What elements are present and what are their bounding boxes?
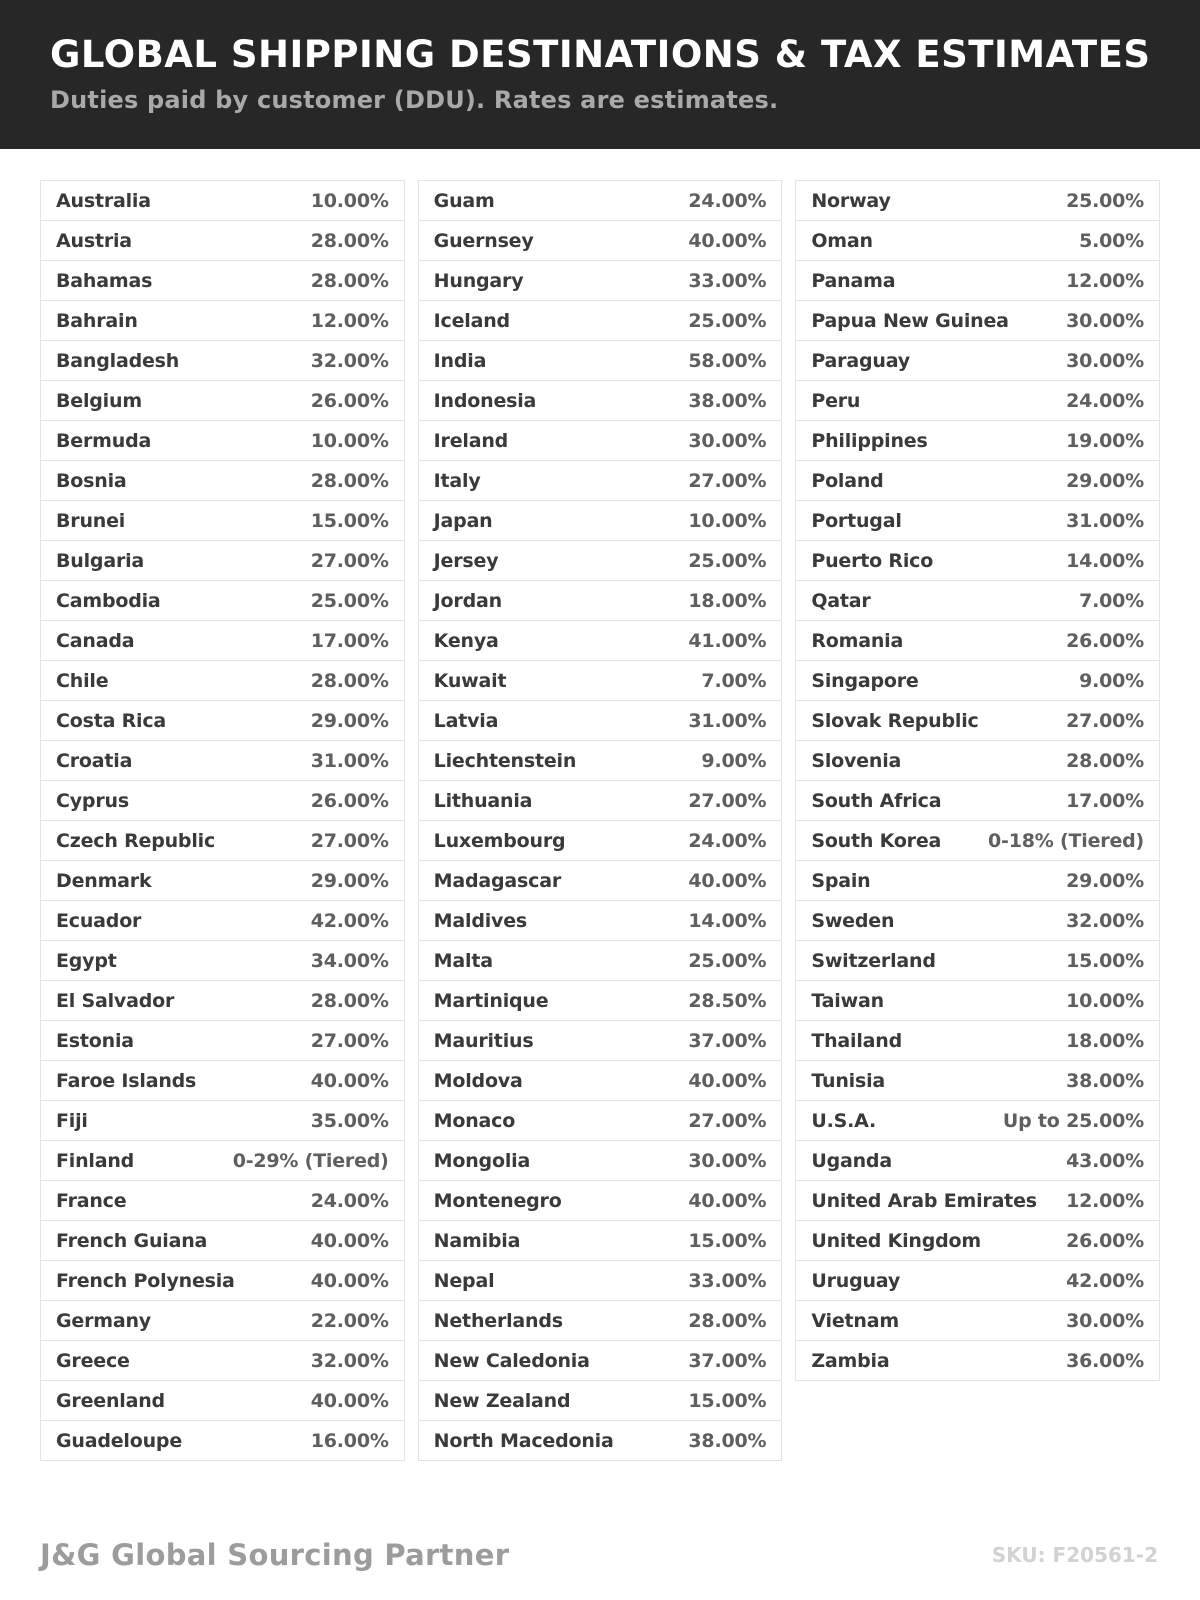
tax-rate: 26.00% (1066, 629, 1145, 652)
table-row (419, 381, 782, 421)
country-name: Malta (433, 949, 493, 972)
country-name: Romania (811, 629, 904, 652)
table-row (41, 981, 404, 1021)
table-row (41, 1421, 404, 1461)
country-name: Liechtenstein (433, 749, 577, 772)
tax-rate: 7.00% (701, 669, 767, 692)
country-name: Finland (56, 1149, 135, 1172)
table-row (419, 1181, 782, 1221)
tax-rate: 41.00% (688, 629, 767, 652)
table-row (796, 541, 1159, 581)
table-row (419, 341, 782, 381)
country-name: Greenland (56, 1389, 165, 1412)
country-name: New Zealand (433, 1389, 571, 1412)
country-name: Lithuania (433, 789, 533, 812)
country-name: Kenya (433, 629, 499, 652)
country-name: South Korea (811, 829, 942, 852)
country-name: French Guiana (56, 1229, 208, 1252)
table-row (419, 1021, 782, 1061)
country-name: Tunisia (811, 1069, 886, 1092)
tax-rate: 19.00% (1066, 429, 1145, 452)
table-row (41, 861, 404, 901)
tax-rate: 32.00% (310, 349, 389, 372)
tax-rate: 27.00% (688, 789, 767, 812)
tax-rate: 15.00% (688, 1229, 767, 1252)
table-row (419, 461, 782, 501)
rate-table (40, 180, 1160, 1461)
tax-rate: 7.00% (1079, 589, 1145, 612)
country-name: Guam (433, 189, 495, 212)
country-name: Jersey (433, 549, 499, 572)
table-row (419, 581, 782, 621)
rate-table-column-3 (795, 180, 1160, 1381)
table-row (419, 1221, 782, 1261)
table-row (796, 821, 1159, 861)
country-name: Moldova (433, 1069, 523, 1092)
tax-rate: 9.00% (1079, 669, 1145, 692)
table-row (419, 541, 782, 581)
table-row (41, 341, 404, 381)
tax-rate: 26.00% (1066, 1229, 1145, 1252)
table-row (41, 501, 404, 541)
country-name: Mongolia (433, 1149, 531, 1172)
table-row (41, 1061, 404, 1101)
tax-rate: 27.00% (310, 549, 389, 572)
tax-rate: 38.00% (688, 1429, 767, 1452)
tax-rate: 35.00% (310, 1109, 389, 1132)
tax-rate: 29.00% (1066, 869, 1145, 892)
table-row (419, 301, 782, 341)
tax-rate: 33.00% (688, 269, 767, 292)
country-name: Puerto Rico (811, 549, 934, 572)
table-row (41, 1261, 404, 1301)
table-row (419, 261, 782, 301)
table-row (796, 901, 1159, 941)
country-name: Austria (56, 229, 132, 252)
tax-rate: 12.00% (310, 309, 389, 332)
tax-rate: 12.00% (1066, 1189, 1145, 1212)
table-row (41, 301, 404, 341)
country-name: Taiwan (811, 989, 884, 1012)
table-row (796, 501, 1159, 541)
table-row (41, 221, 404, 261)
tax-rate: 24.00% (1066, 389, 1145, 412)
table-row (41, 901, 404, 941)
tax-rate: 40.00% (310, 1389, 389, 1412)
table-row (796, 1101, 1159, 1141)
country-name: Costa Rica (56, 709, 167, 732)
tax-rate: 25.00% (688, 309, 767, 332)
country-name: Ireland (433, 429, 509, 452)
tax-rate: 42.00% (1066, 1269, 1145, 1292)
country-name: Sweden (811, 909, 895, 932)
tax-rate: 25.00% (310, 589, 389, 612)
tax-rate: 30.00% (1066, 349, 1145, 372)
tax-rate: 27.00% (688, 1109, 767, 1132)
table-row (41, 941, 404, 981)
table-row (796, 1141, 1159, 1181)
country-name: Luxembourg (433, 829, 566, 852)
tax-rate: 26.00% (310, 389, 389, 412)
tax-rate: 10.00% (310, 189, 389, 212)
tax-rate: 18.00% (1066, 1029, 1145, 1052)
tax-rate: 15.00% (688, 1389, 767, 1412)
table-row (796, 1181, 1159, 1221)
country-name: North Macedonia (433, 1429, 614, 1452)
country-name: Paraguay (811, 349, 910, 372)
table-row (41, 1221, 404, 1261)
country-name: Hungary (433, 269, 524, 292)
table-row (419, 1261, 782, 1301)
country-name: United Arab Emirates (811, 1189, 1037, 1212)
tax-rate: 40.00% (688, 229, 767, 252)
country-name: Panama (811, 269, 896, 292)
country-name: Bahamas (56, 269, 153, 292)
country-name: Uruguay (811, 1269, 901, 1292)
table-row (41, 461, 404, 501)
country-name: India (433, 349, 487, 372)
country-name: Maldives (433, 909, 528, 932)
tax-rate: 0-29% (Tiered) (232, 1149, 389, 1172)
tax-rate: 28.00% (1066, 749, 1145, 772)
country-name: Martinique (433, 989, 549, 1012)
brand-name: J&G Global Sourcing Partner (40, 1538, 510, 1572)
country-name: Monaco (433, 1109, 516, 1132)
tax-rate: 22.00% (310, 1309, 389, 1332)
table-row (796, 341, 1159, 381)
country-name: Bahrain (56, 309, 138, 332)
table-row (419, 501, 782, 541)
table-row (41, 421, 404, 461)
tax-rate: 31.00% (310, 749, 389, 772)
tax-rate: 15.00% (310, 509, 389, 532)
tax-rate: 0-18% (Tiered) (988, 829, 1145, 852)
tax-rate: 5.00% (1079, 229, 1145, 252)
table-row (419, 981, 782, 1021)
country-name: Portugal (811, 509, 902, 532)
country-name: Vietnam (811, 1309, 899, 1332)
table-row (796, 1061, 1159, 1101)
table-row (419, 701, 782, 741)
table-row (41, 1381, 404, 1421)
table-row (796, 941, 1159, 981)
country-name: Madagascar (433, 869, 562, 892)
country-name: El Salvador (56, 989, 175, 1012)
tax-rate: 32.00% (310, 1349, 389, 1372)
country-name: Cyprus (56, 789, 129, 812)
table-row (796, 1301, 1159, 1341)
tax-rate: 9.00% (701, 749, 767, 772)
table-row (419, 1061, 782, 1101)
country-name: French Polynesia (56, 1269, 235, 1292)
tax-rate: 40.00% (688, 1069, 767, 1092)
country-name: Canada (56, 629, 135, 652)
tax-rate: 17.00% (1066, 789, 1145, 812)
tax-rate: 38.00% (1066, 1069, 1145, 1092)
tax-rate: 28.00% (310, 269, 389, 292)
table-row (419, 941, 782, 981)
tax-rate: 29.00% (310, 709, 389, 732)
country-name: New Caledonia (433, 1349, 590, 1372)
tax-rate: 31.00% (1066, 509, 1145, 532)
country-name: Thailand (811, 1029, 903, 1052)
table-row (41, 581, 404, 621)
table-row (419, 821, 782, 861)
table-row (41, 1181, 404, 1221)
table-row (41, 181, 404, 221)
country-name: Ecuador (56, 909, 142, 932)
tax-rate: 28.50% (688, 989, 767, 1012)
country-name: Guernsey (433, 229, 534, 252)
country-name: Zambia (811, 1349, 890, 1372)
tax-rate: 28.00% (310, 469, 389, 492)
table-row (796, 701, 1159, 741)
tax-rate: 37.00% (688, 1349, 767, 1372)
table-row (796, 1221, 1159, 1261)
table-row (41, 381, 404, 421)
table-row (419, 861, 782, 901)
table-row (419, 1141, 782, 1181)
tax-rate: 30.00% (1066, 1309, 1145, 1332)
table-row (796, 261, 1159, 301)
tax-rate: 14.00% (1066, 549, 1145, 572)
country-name: Croatia (56, 749, 133, 772)
tax-rate: 24.00% (310, 1189, 389, 1212)
sku-label: SKU: F20561-2 (991, 1543, 1158, 1567)
country-name: South Africa (811, 789, 942, 812)
table-row (41, 1301, 404, 1341)
table-row (419, 221, 782, 261)
table-row (796, 1341, 1159, 1381)
country-name: Netherlands (433, 1309, 563, 1332)
country-name: Nepal (433, 1269, 495, 1292)
country-name: France (56, 1189, 127, 1212)
table-row (796, 221, 1159, 261)
tax-rate: 25.00% (688, 949, 767, 972)
tax-rate: 36.00% (1066, 1349, 1145, 1372)
tax-rate: 31.00% (688, 709, 767, 732)
tax-rate: 32.00% (1066, 909, 1145, 932)
tax-rate: 10.00% (310, 429, 389, 452)
table-row (419, 1341, 782, 1381)
footer (0, 1538, 1200, 1572)
tax-rate: 43.00% (1066, 1149, 1145, 1172)
tax-rate: 14.00% (688, 909, 767, 932)
country-name: Bangladesh (56, 349, 180, 372)
tax-rate: 30.00% (688, 429, 767, 452)
country-name: Germany (56, 1309, 151, 1332)
country-name: Switzerland (811, 949, 936, 972)
header-banner (0, 0, 1200, 149)
tax-rate: 29.00% (1066, 469, 1145, 492)
table-row (796, 661, 1159, 701)
country-name: United Kingdom (811, 1229, 982, 1252)
table-row (419, 1101, 782, 1141)
country-name: Bosnia (56, 469, 127, 492)
country-name: Uganda (811, 1149, 892, 1172)
table-row (796, 301, 1159, 341)
country-name: Greece (56, 1349, 130, 1372)
tax-rate: 28.00% (688, 1309, 767, 1332)
table-row (796, 1261, 1159, 1301)
country-name: Bulgaria (56, 549, 145, 572)
tax-rate: 33.00% (688, 1269, 767, 1292)
table-row (419, 781, 782, 821)
tax-rate: 28.00% (310, 229, 389, 252)
country-name: Kuwait (433, 669, 507, 692)
tax-rate: 12.00% (1066, 269, 1145, 292)
table-row (41, 1141, 404, 1181)
country-name: Jordan (433, 589, 502, 612)
table-row (796, 421, 1159, 461)
table-row (796, 981, 1159, 1021)
country-name: Latvia (433, 709, 499, 732)
tax-rate: 28.00% (310, 989, 389, 1012)
country-name: Czech Republic (56, 829, 216, 852)
table-row (419, 741, 782, 781)
tax-rate: 26.00% (310, 789, 389, 812)
rate-table-column-1 (40, 180, 405, 1461)
table-row (796, 621, 1159, 661)
tax-rate: 40.00% (310, 1269, 389, 1292)
country-name: Slovenia (811, 749, 902, 772)
country-name: Slovak Republic (811, 709, 979, 732)
rate-table-column-2 (418, 180, 783, 1461)
table-row (419, 901, 782, 941)
country-name: Cambodia (56, 589, 161, 612)
country-name: Indonesia (433, 389, 537, 412)
table-row (796, 381, 1159, 421)
page-subtitle: Duties paid by customer (DDU). Rates are estimates. (50, 85, 779, 114)
table-row (41, 741, 404, 781)
country-name: Philippines (811, 429, 928, 452)
tax-rate: 25.00% (1066, 189, 1145, 212)
table-row (796, 741, 1159, 781)
table-row (41, 701, 404, 741)
country-name: Faroe Islands (56, 1069, 197, 1092)
tax-rate: 30.00% (1066, 309, 1145, 332)
tax-rate: 16.00% (310, 1429, 389, 1452)
tax-rate: 24.00% (688, 189, 767, 212)
table-row (41, 621, 404, 661)
tax-rate: 40.00% (310, 1229, 389, 1252)
country-name: Japan (433, 509, 493, 532)
table-row (41, 1021, 404, 1061)
table-row (419, 181, 782, 221)
tax-rate: 40.00% (310, 1069, 389, 1092)
country-name: Norway (811, 189, 891, 212)
country-name: Mauritius (433, 1029, 534, 1052)
table-row (419, 1421, 782, 1461)
table-row (796, 581, 1159, 621)
country-name: Qatar (811, 589, 871, 612)
country-name: Namibia (433, 1229, 521, 1252)
tax-rate: 18.00% (688, 589, 767, 612)
table-row (41, 541, 404, 581)
table-row (419, 661, 782, 701)
table-row (796, 461, 1159, 501)
tax-rate: 25.00% (688, 549, 767, 572)
tax-rate: 27.00% (688, 469, 767, 492)
tax-rate: 27.00% (1066, 709, 1145, 732)
table-row (41, 821, 404, 861)
table-row (419, 621, 782, 661)
tax-rate: 15.00% (1066, 949, 1145, 972)
table-row (419, 1381, 782, 1421)
table-row (41, 1341, 404, 1381)
tax-rate: 10.00% (1066, 989, 1145, 1012)
country-name: Italy (433, 469, 481, 492)
country-name: Denmark (56, 869, 152, 892)
table-row (796, 781, 1159, 821)
tax-rate: 58.00% (688, 349, 767, 372)
table-row (41, 261, 404, 301)
country-name: Oman (811, 229, 873, 252)
tax-rate: 28.00% (310, 669, 389, 692)
tax-rate: 34.00% (310, 949, 389, 972)
country-name: Papua New Guinea (811, 309, 1009, 332)
table-row (796, 1021, 1159, 1061)
country-name: Belgium (56, 389, 142, 412)
tax-rate: 17.00% (310, 629, 389, 652)
tax-rate: 27.00% (310, 1029, 389, 1052)
tax-rate: Up to 25.00% (1002, 1109, 1145, 1132)
country-name: Fiji (56, 1109, 88, 1132)
country-name: Bermuda (56, 429, 152, 452)
country-name: Peru (811, 389, 861, 412)
tax-rate: 40.00% (688, 1189, 767, 1212)
country-name: Estonia (56, 1029, 134, 1052)
country-name: Iceland (433, 309, 510, 332)
table-row (41, 661, 404, 701)
country-name: Montenegro (433, 1189, 562, 1212)
table-row (41, 781, 404, 821)
tax-rate: 42.00% (310, 909, 389, 932)
table-row (419, 421, 782, 461)
table-row (41, 1101, 404, 1141)
country-name: Singapore (811, 669, 919, 692)
country-name: Australia (56, 189, 151, 212)
tax-rate: 10.00% (688, 509, 767, 532)
country-name: Guadeloupe (56, 1429, 183, 1452)
tax-rate: 38.00% (688, 389, 767, 412)
table-row (796, 861, 1159, 901)
country-name: Chile (56, 669, 109, 692)
tax-rate: 27.00% (310, 829, 389, 852)
tax-rate: 37.00% (688, 1029, 767, 1052)
country-name: Brunei (56, 509, 126, 532)
country-name: Poland (811, 469, 884, 492)
table-row (419, 1301, 782, 1341)
country-name: U.S.A. (811, 1109, 876, 1132)
country-name: Spain (811, 869, 871, 892)
country-name: Egypt (56, 949, 117, 972)
tax-rate: 29.00% (310, 869, 389, 892)
tax-rate: 30.00% (688, 1149, 767, 1172)
tax-rate: 40.00% (688, 869, 767, 892)
tax-rate: 24.00% (688, 829, 767, 852)
table-row (796, 181, 1159, 221)
page-title: GLOBAL SHIPPING DESTINATIONS & TAX ESTIMATES (50, 33, 1151, 77)
